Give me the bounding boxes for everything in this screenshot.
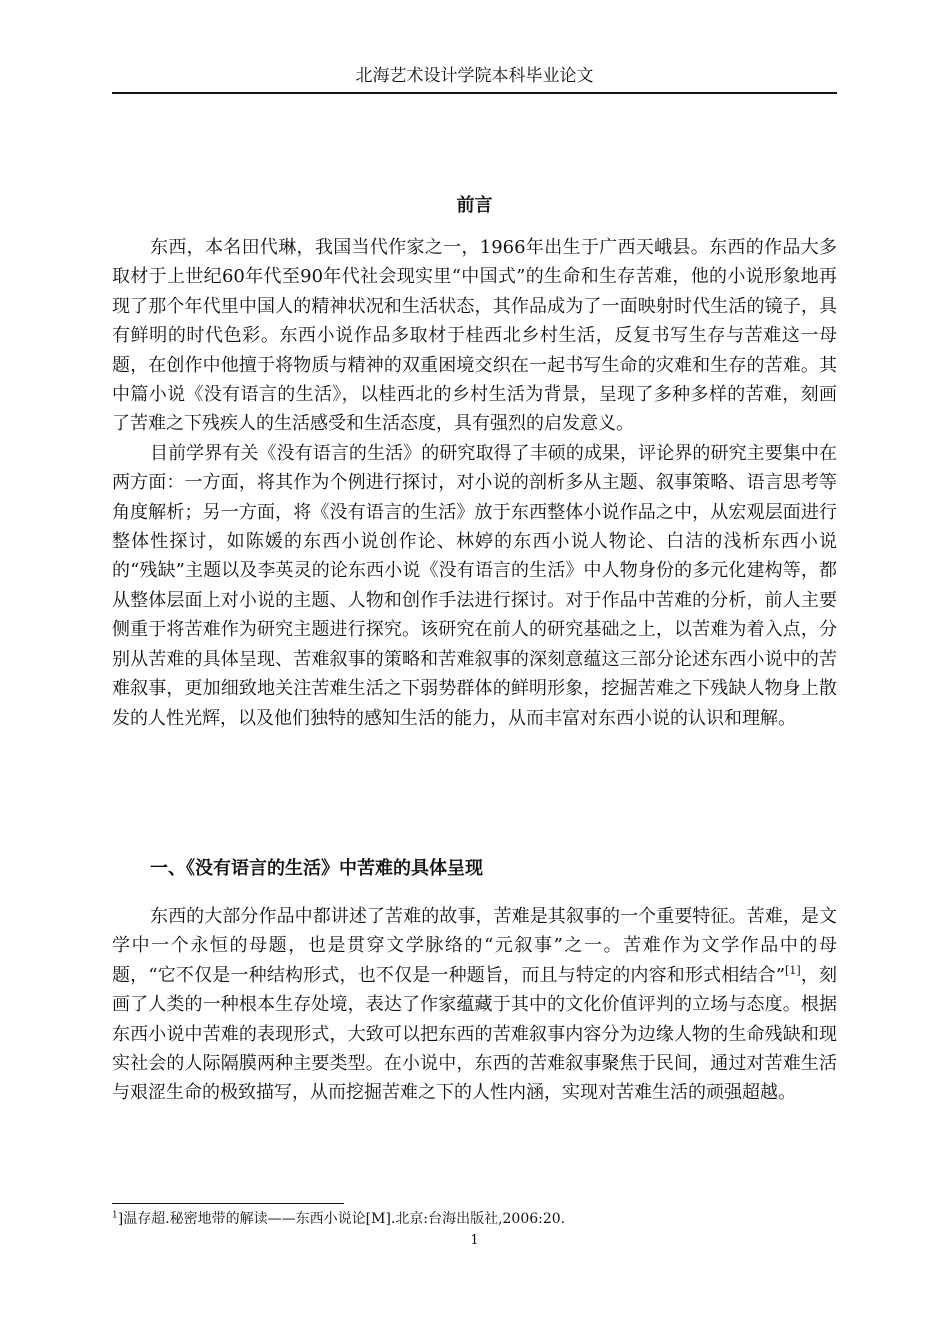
footnote (112, 1209, 837, 1229)
preface-body (112, 233, 837, 733)
header-rule (112, 92, 837, 94)
section-1-text-after-ref: ，刻画了人类的一种根本生存处境，表达了作家蕴藏于其中的文化价值评判的立场与态度。根据东西小说中苦难的表现形式，大致可以把东西的苦难叙事内容分为边缘人物的生命残缺和现实社会的人际隔膜两种主要类型。在小说中，东西的苦难叙事聚焦于民间，通过对苦难生活与艰涩生命的极致描写，从而挖掘苦难之下的人性内涵，实现对苦难生活的顽强超越。 (112, 964, 837, 1104)
citation-ref-1[interactable]: [1] (785, 963, 801, 977)
preface-heading: 前言 (456, 195, 493, 216)
footnote-mark: 1 (112, 1210, 118, 1221)
preface-paragraph-2: 目前学界有关《没有语言的生活》的研究取得了丰硕的成果，评论界的研究主要集中在两方面：一方面，将其作为个例进行探讨，对小说的剖析多从主题、叙事策略、语言思考等角度解析；另一方面，将《没有语言的生活》放于东西整体小说作品之中，从宏观层面进行整体性探讨，如陈媛的东西小说创作论、林婷的东西小说人物论、白洁的浅析东西小说的“残缺”主题以及李英灵的论东西小说《没有语言的生活》中人物身份的多元化建构等，都从整体层面上对小说的主题、人物和创作手法进行探讨。对于作品中苦难的分析，前人主要侧重于将苦难作为研究主题进行探究。该研究在前人的研究基础之上，以苦难为着入点，分别从苦难的具体呈现、苦难叙事的策略和苦难叙事的深刻意蕴这三部分论述东西小说中的苦难叙事，更加细致地关注苦难生活之下弱势群体的鲜明形象，挖掘苦难之下残缺人物身上散发的人性光辉，以及他们独特的感知生活的能力，从而丰富对东西小说的认识和理解。 (112, 442, 837, 729)
section-1-paragraph (112, 902, 837, 1108)
page-number: 1 (470, 1233, 479, 1248)
footnote-text: ]温存超.秘密地带的解读——东西小说论[M].北京:台海出版社,2006:20. (117, 1211, 566, 1227)
preface-paragraph-1: 东西，本名田代琳，我国当代作家之一，1966年出生于广西天峨县。东西的作品大多取材于上世纪60年代至90年代社会现实里“中国式”的生命和生存苦难，他的小说形象地再现了那个年代里中国人的精神状况和生活状态，其作品成为了一面映射时代生活的镜子，具有鲜明的时代色彩。东西小说作品多取材于桂西北乡村生活，反复书写生存与苦难这一母题，在创作中他擅于将物质与精神的双重困境交织在一起书写生命的灾难和生存的苦难。其中篇小说《没有语言的生活》，以桂西北的乡村生活为背景，呈现了多种多样的苦难，刻画了苦难之下残疾人的生活感受和生活态度，具有强烈的启发意义。 (112, 237, 837, 435)
footnote-rule (112, 1203, 344, 1204)
section-1-heading: 一、《没有语言的生活》中苦难的具体呈现 (150, 858, 483, 879)
section-1-text-before-ref: 东西的大部分作品中都讲述了苦难的故事，苦难是其叙事的一个重要特征。苦难，是文学中一个永恒的母题，也是贯穿文学脉络的“元叙事”之一。苦难作为文学作品中的母题，“它不仅是一种结构形式，也不仅是一种题旨，而且与特定的内容和形式相结合” (112, 906, 837, 986)
section-1-body (112, 902, 837, 1108)
running-header: 北海艺术设计学院本科毕业论文 (355, 66, 594, 86)
